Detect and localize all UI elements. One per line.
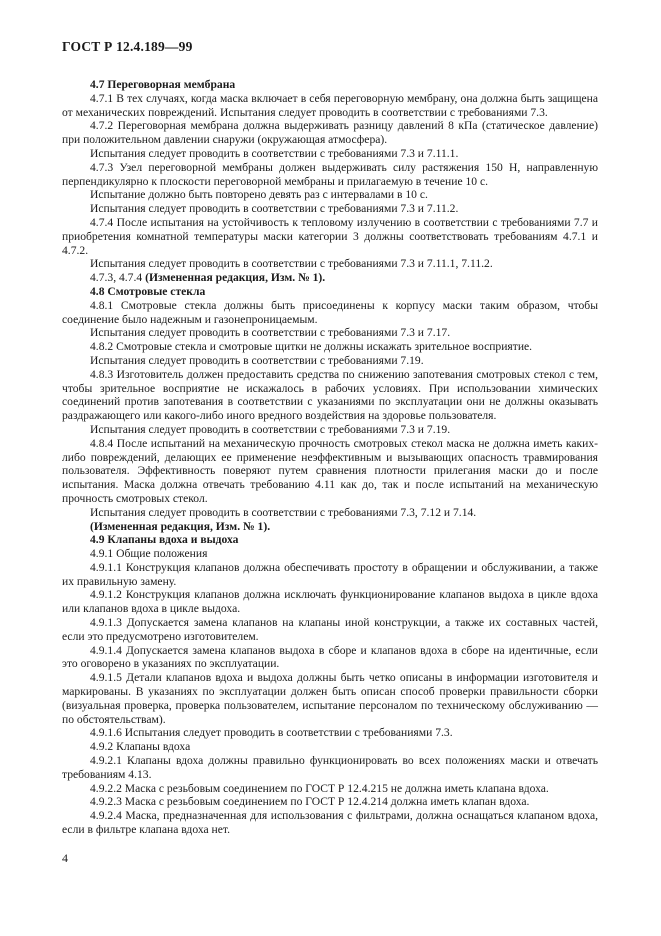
paragraph-text: 4.7.3 Узел переговорной мембраны должен выдерживать силу растяжения 150 Н, направленную перпендикулярно к плоскости переговорной мембраны и прилагаемую в течение 10 с.: [62, 160, 598, 188]
paragraph-text: 4.9 Клапаны вдоха и выдоха: [90, 533, 239, 547]
paragraph-text: (Измененная редакция, Изм. № 1).: [90, 519, 271, 533]
document-header: ГОСТ Р 12.4.189—99: [62, 39, 193, 54]
paragraph: [62, 782, 598, 796]
paragraph-text: 4.9.2.3 Маска с резьбовым соединением по ГОСТ Р 12.4.214 должна иметь клапан вдоха.: [90, 795, 530, 809]
paragraph: [62, 423, 598, 437]
paragraph: [62, 271, 598, 285]
paragraph-text: Испытания следует проводить в соответствии с требованиями 7.3, 7.12 и 7.14.: [90, 505, 477, 519]
paragraph-text: Испытания следует проводить в соответствии с требованиями 7.3 и 7.11.1, 7.11.2.: [90, 257, 493, 271]
paragraph-text: Испытания следует проводить в соответствии с требованиями 7.3 и 7.17.: [90, 326, 451, 340]
paragraph: [62, 795, 598, 809]
paragraph-text: 4.9.1.2 Конструкция клапанов должна исключать функционирование клапанов выдоха в цикле вдоха или клапанов вдоха в цикле выдоха.: [62, 588, 598, 616]
paragraph-text: Испытания следует проводить в соответствии с требованиями 7.3 и 7.19.: [90, 422, 451, 436]
paragraph-text: 4.9.2 Клапаны вдоха: [90, 740, 191, 754]
paragraph-text: 4.9.2.2 Маска с резьбовым соединением по ГОСТ Р 12.4.215 не должна иметь клапана вдоха.: [90, 781, 549, 795]
paragraph: [62, 368, 598, 423]
paragraph-text: Испытания следует проводить в соответствии с требованиями 7.3 и 7.11.1.: [90, 146, 459, 160]
paragraph-text: 4.9.1.5 Детали клапанов вдоха и выдоха должны быть четко описаны в информации изготовителя и маркированы. В указаниях по эксплуатации должен быть описан способ проверки правильности сборки (визуальная проверка, проверка пользователем, испытание персоналом по техническому обслуживанию — по обстоятельствам).: [62, 671, 598, 726]
paragraph: [62, 119, 598, 147]
amendment-note: (Измененная редакция, Изм. № 1).: [145, 271, 326, 285]
paragraph-text: 4.7.3, 4.7.4: [90, 271, 146, 285]
paragraph-text: 4.7.2 Переговорная мембрана должна выдерживать разницу давлений 8 кПа (статическое давление) при положительном давлении снаружи (окружающая атмосфера).: [62, 119, 598, 147]
paragraph-text: 4.9.2.4 Маска, предназначенная для использования с фильтрами, должна оснащаться клапаном вдоха, если в фильтре клапана вдоха нет.: [62, 809, 598, 837]
paragraph: [62, 754, 598, 782]
paragraph: [62, 616, 598, 644]
paragraph-text: 4.8.1 Смотровые стекла должны быть присоединены к корпусу маски таким образом, чтобы соединение было надежным и газонепроницаемым.: [62, 298, 598, 326]
paragraph: [62, 671, 598, 726]
paragraph-text: Испытания следует проводить в соответствии с требованиями 7.19.: [90, 353, 424, 367]
paragraph: [62, 202, 598, 216]
paragraph-text: 4.8.2 Смотровые стекла и смотровые щитки не должны искажать зрительное восприятие.: [90, 340, 533, 354]
paragraph: [62, 561, 598, 589]
paragraph-text: 4.9.1.4 Допускается замена клапанов выдоха в сборе и клапанов вдоха в сборе на идентичные, если это оговорено в указаниях по эксплуатации.: [62, 643, 598, 671]
paragraph: [62, 340, 598, 354]
paragraph: [62, 285, 598, 299]
paragraph-text: 4.7.1 В тех случаях, когда маска включает в себя переговорную мембрану, она должна быть защищена от механических повреждений. Испытания следует проводить в соответствии с требованиями 7.3.: [62, 91, 598, 119]
paragraph-text: 4.9.1.1 Конструкция клапанов должна обеспечивать простоту в обращении и обслуживании, а также их правильную замену.: [62, 560, 598, 588]
paragraph: [62, 547, 598, 561]
paragraph-text: 4.9.1.6 Испытания следует проводить в соответствии с требованиями 7.3.: [90, 726, 453, 740]
paragraph-text: 4.7.4 После испытания на устойчивость к тепловому излучению в соответствии с требованиями 7.7 и приобретения комнатной температуры маски категории 3 должны соответствовать требованиям 4.7.1 и 4.7.2.: [62, 215, 598, 257]
paragraph: [62, 354, 598, 368]
paragraph: [62, 520, 598, 534]
paragraph: [62, 161, 598, 189]
paragraph: [62, 644, 598, 672]
paragraph: [62, 147, 598, 161]
paragraph: [62, 326, 598, 340]
paragraph-text: 4.9.1 Общие положения: [90, 547, 208, 561]
paragraph: [62, 809, 598, 837]
paragraph: [62, 257, 598, 271]
paragraph: [62, 78, 598, 92]
paragraph: [62, 506, 598, 520]
paragraph: [62, 299, 598, 327]
paragraph-text: 4.9.2.1 Клапаны вдоха должны правильно функционировать во всех положениях маски и отвечать требованиям 4.13.: [62, 754, 598, 781]
paragraph-text: 4.8.4 После испытаний на механическую прочность смотровых стекол маска не должна иметь каких-либо повреждений, делающих ее применение неэффективным и вызывающих опасность травмирования пользователя. Эффективность поверяют путем сравнения плотности прилегания маски до и после испытания. Маска должна отвечать требованию 4.11 как до, так и после испытаний на механическую прочность смотровых стекол.: [62, 436, 598, 505]
document-body: [62, 78, 598, 837]
paragraph-text: 4.8 Смотровые стекла: [90, 284, 206, 298]
paragraph-text: 4.8.3 Изготовитель должен предоставить средства по снижению запотевания смотровых стекол с тем, чтобы зрительное восприятие не искажалось в рабочих условиях. При использовании химических соединений против запотевания в соответствии с указаниями по эксплуатации они не должны оказывать раздражающего или какого-либо иного вредного воздействия на здоровье пользователя.: [62, 367, 598, 423]
paragraph-text: Испытание должно быть повторено девять раз с интервалами в 10 с.: [90, 188, 428, 202]
paragraph: [62, 726, 598, 740]
paragraph: [62, 533, 598, 547]
paragraph-text: 4.7 Переговорная мембрана: [90, 78, 236, 91]
page-number: 4: [62, 851, 68, 865]
paragraph: [62, 437, 598, 506]
paragraph: [62, 216, 598, 257]
paragraph-text: Испытания следует проводить в соответствии с требованиями 7.3 и 7.11.2.: [90, 202, 459, 216]
paragraph: [62, 588, 598, 616]
paragraph-text: 4.9.1.3 Допускается замена клапанов на клапаны иной конструкции, а также их составных частей, если это предусмотрено изготовителем.: [62, 616, 598, 643]
paragraph: [62, 188, 598, 202]
paragraph: [62, 740, 598, 754]
paragraph: [62, 92, 598, 120]
